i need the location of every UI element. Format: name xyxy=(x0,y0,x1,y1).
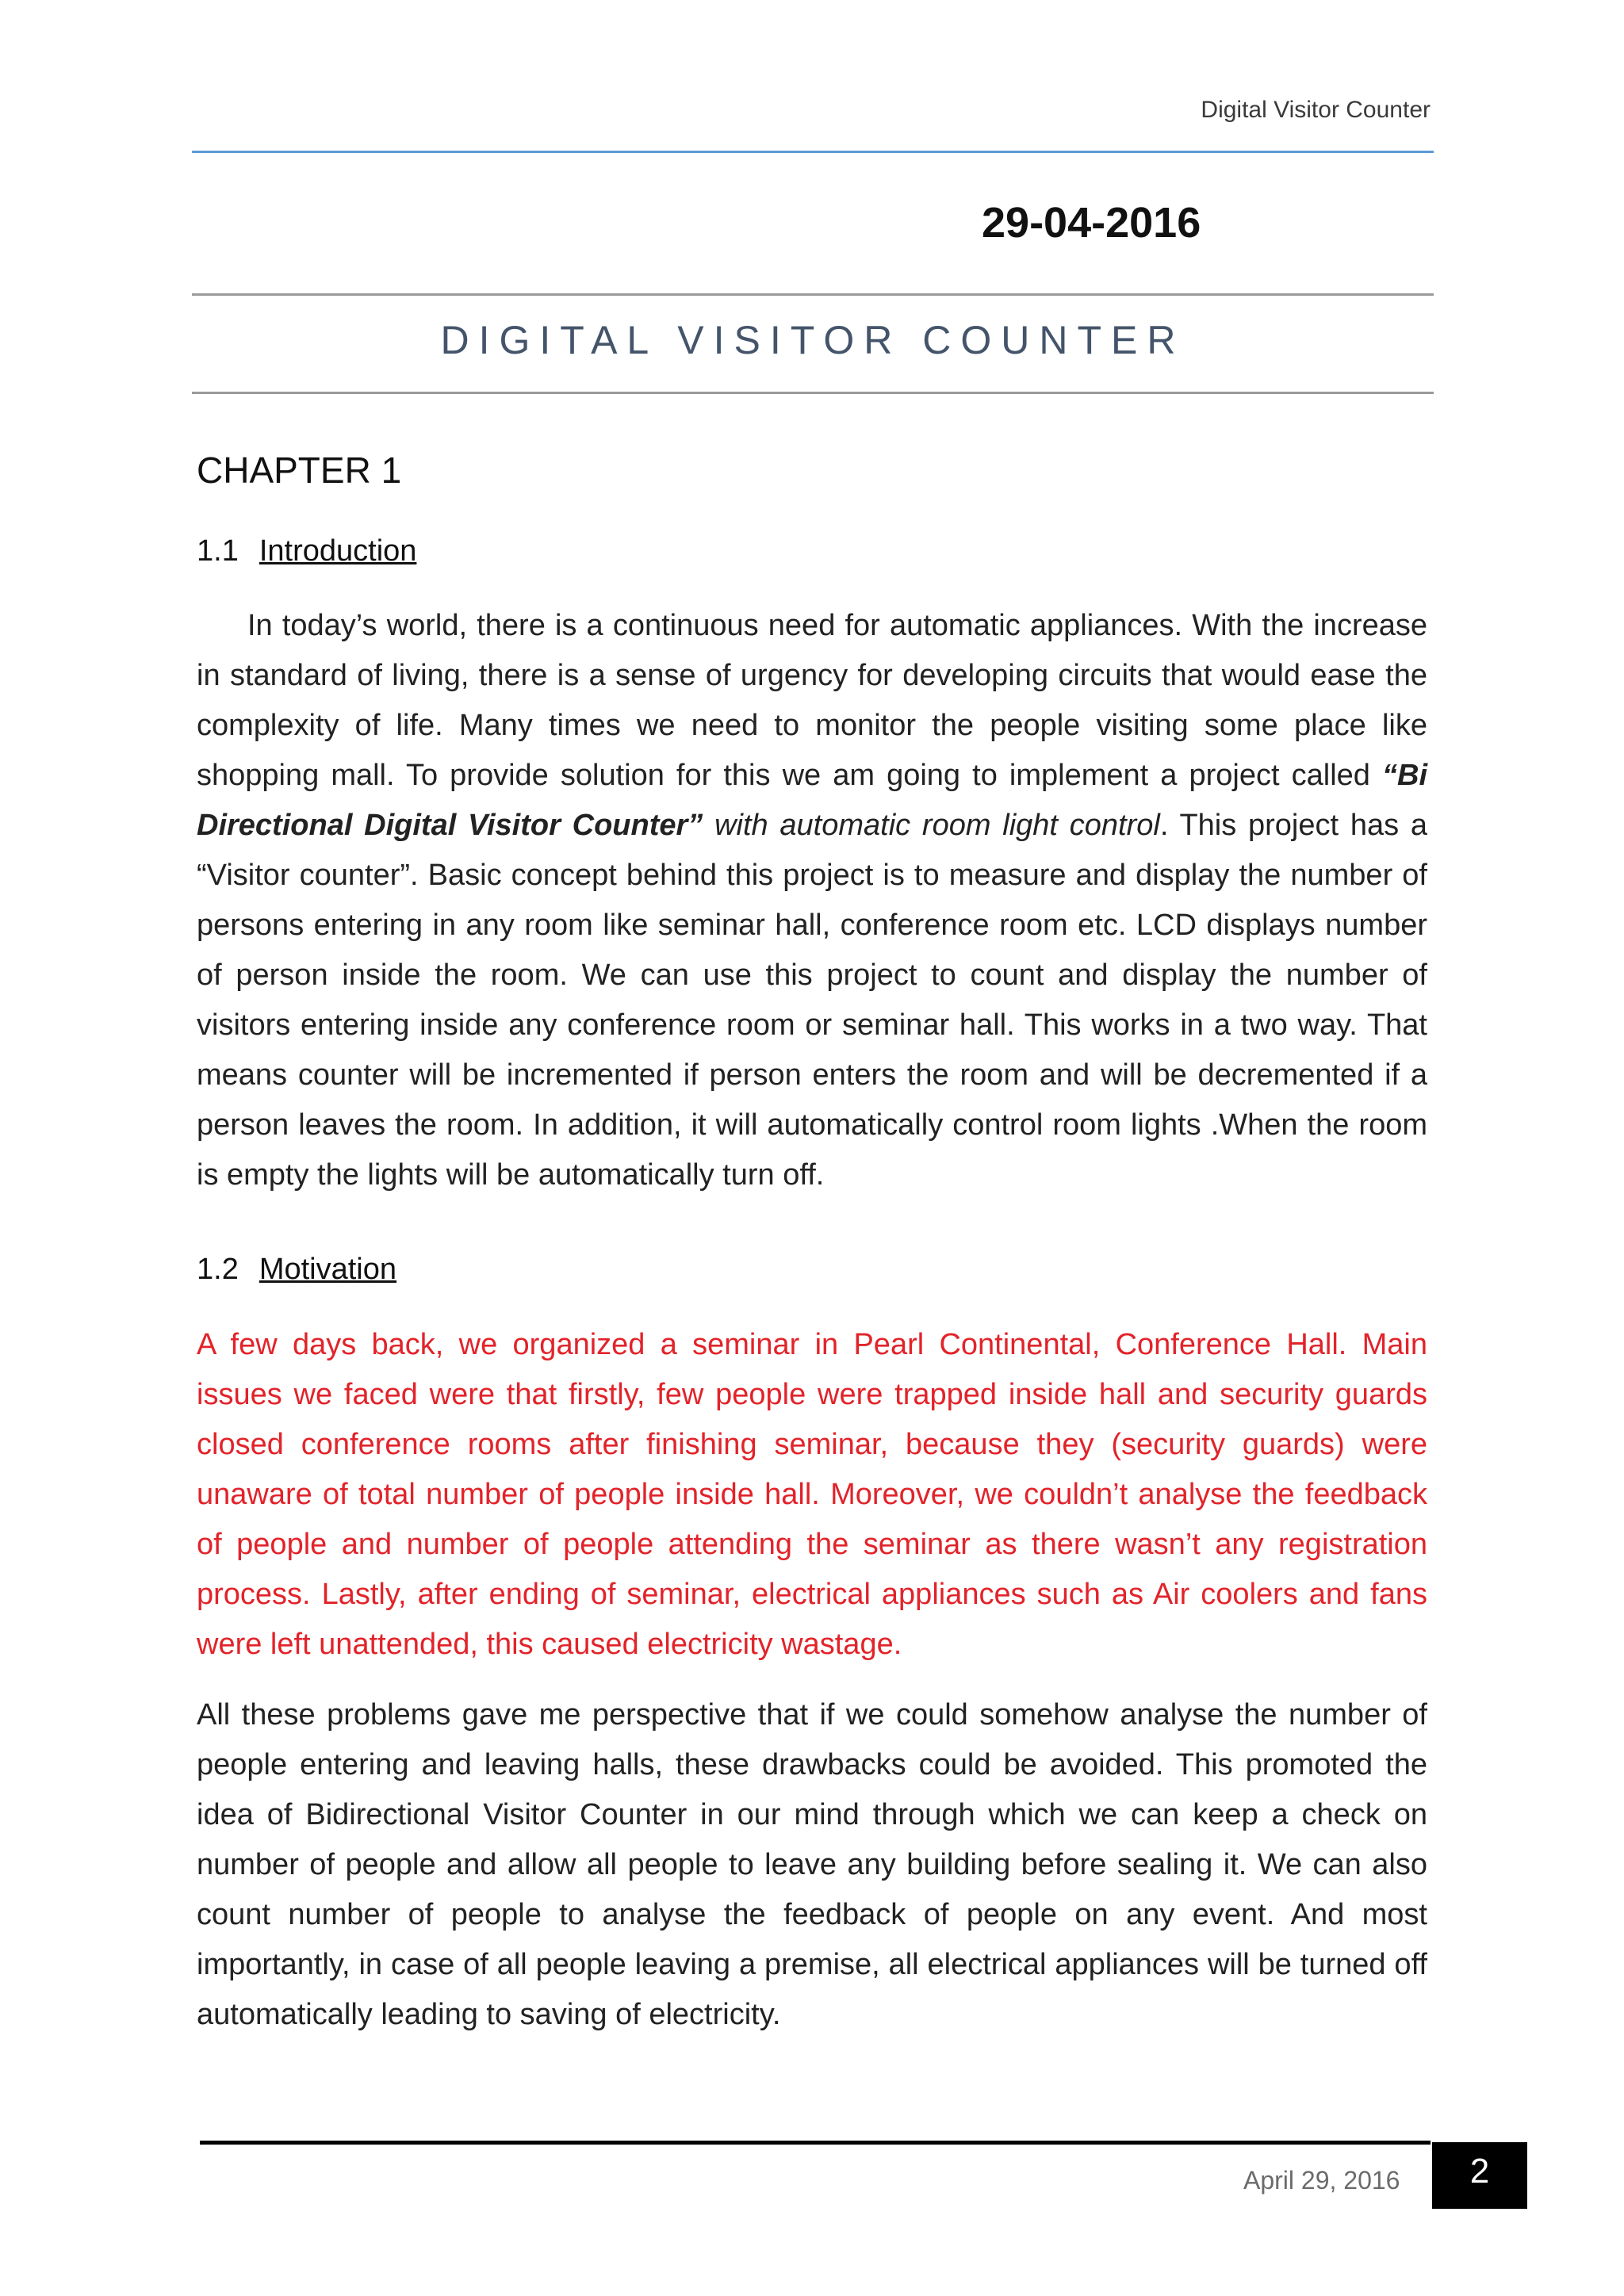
chapter-heading: CHAPTER 1 xyxy=(197,450,402,491)
running-header: Digital Visitor Counter xyxy=(1201,97,1431,123)
introduction-paragraph xyxy=(197,601,1427,1200)
section-name: Introduction xyxy=(259,534,417,568)
page-number: 2 xyxy=(1432,2142,1527,2209)
header-rule xyxy=(192,151,1434,153)
motivation-paragraph: All these problems gave me perspective that if we could somehow analyse the number of people entering and leaving halls, these drawbacks could be avoided. This promoted the idea of Bidirectional Visitor Counter in our mind through which we can keep a check on number of people and allow all people to leave any building before sealing it. We can also count number of people to analyse the feedback of people on any event. And most importantly, in case of all people leaving a premise, all electrical appliances will be turned off automatically leading to saving of electricity. xyxy=(197,1698,1427,2031)
title-bottom-rule xyxy=(192,392,1434,394)
document-date: 29-04-2016 xyxy=(982,199,1201,247)
section-heading-introduction xyxy=(197,534,416,568)
section-heading-motivation xyxy=(197,1253,396,1287)
document-title: DIGITAL VISITOR COUNTER xyxy=(440,318,1185,362)
footer-date: April 29, 2016 xyxy=(1243,2166,1400,2195)
intro-text-end: . This project has a “Visitor counter”. Basic concept behind this project is to measure and display the number of persons entering in any room like seminar hall, conference room etc. LCD displays number of person inside the room. We can use this project to count and display the number of visitors entering inside any conference room or seminar hall. This works in a two way. That means counter will be incremented if person enters the room and will be decremented if a person leaves the room. In addition, it will automatically control room lights .When the room is empty the lights will be automatically turn off. xyxy=(197,809,1427,1192)
section-name: Motivation xyxy=(259,1253,397,1286)
footer-rule xyxy=(200,2141,1431,2145)
intro-text-start: In today’s world, there is a continuous need for automatic appliances. With the increase in standard of living, there is a sense of urgency for developing circuits that would ease the complexity of life. Many times we need to monitor the people visiting some place like shopping mall. To provide solution for this we am going to implement a project called xyxy=(197,609,1427,792)
project-name: “Bi Directional Digital Visitor Counter” xyxy=(197,759,1427,842)
project-feature: with automatic room light control xyxy=(703,809,1160,842)
motivation-red-paragraph: A few days back, we organized a seminar in Pearl Continental, Conference Hall. Main issues we faced were that firstly, few people were trapped inside hall and security guards closed conference rooms after finishing seminar, because they (security guards) were unaware of total number of people inside hall. Moreover, we couldn’t analyse the feedback of people and number of people attending the seminar as there wasn’t any registration process. Lastly, after ending of seminar, electrical appliances such as Air coolers and fans were left unattended, this caused electricity wastage. xyxy=(197,1328,1427,1661)
title-top-rule xyxy=(192,293,1434,296)
section-number: 1.2 xyxy=(197,1253,239,1286)
section-number: 1.1 xyxy=(197,534,239,568)
